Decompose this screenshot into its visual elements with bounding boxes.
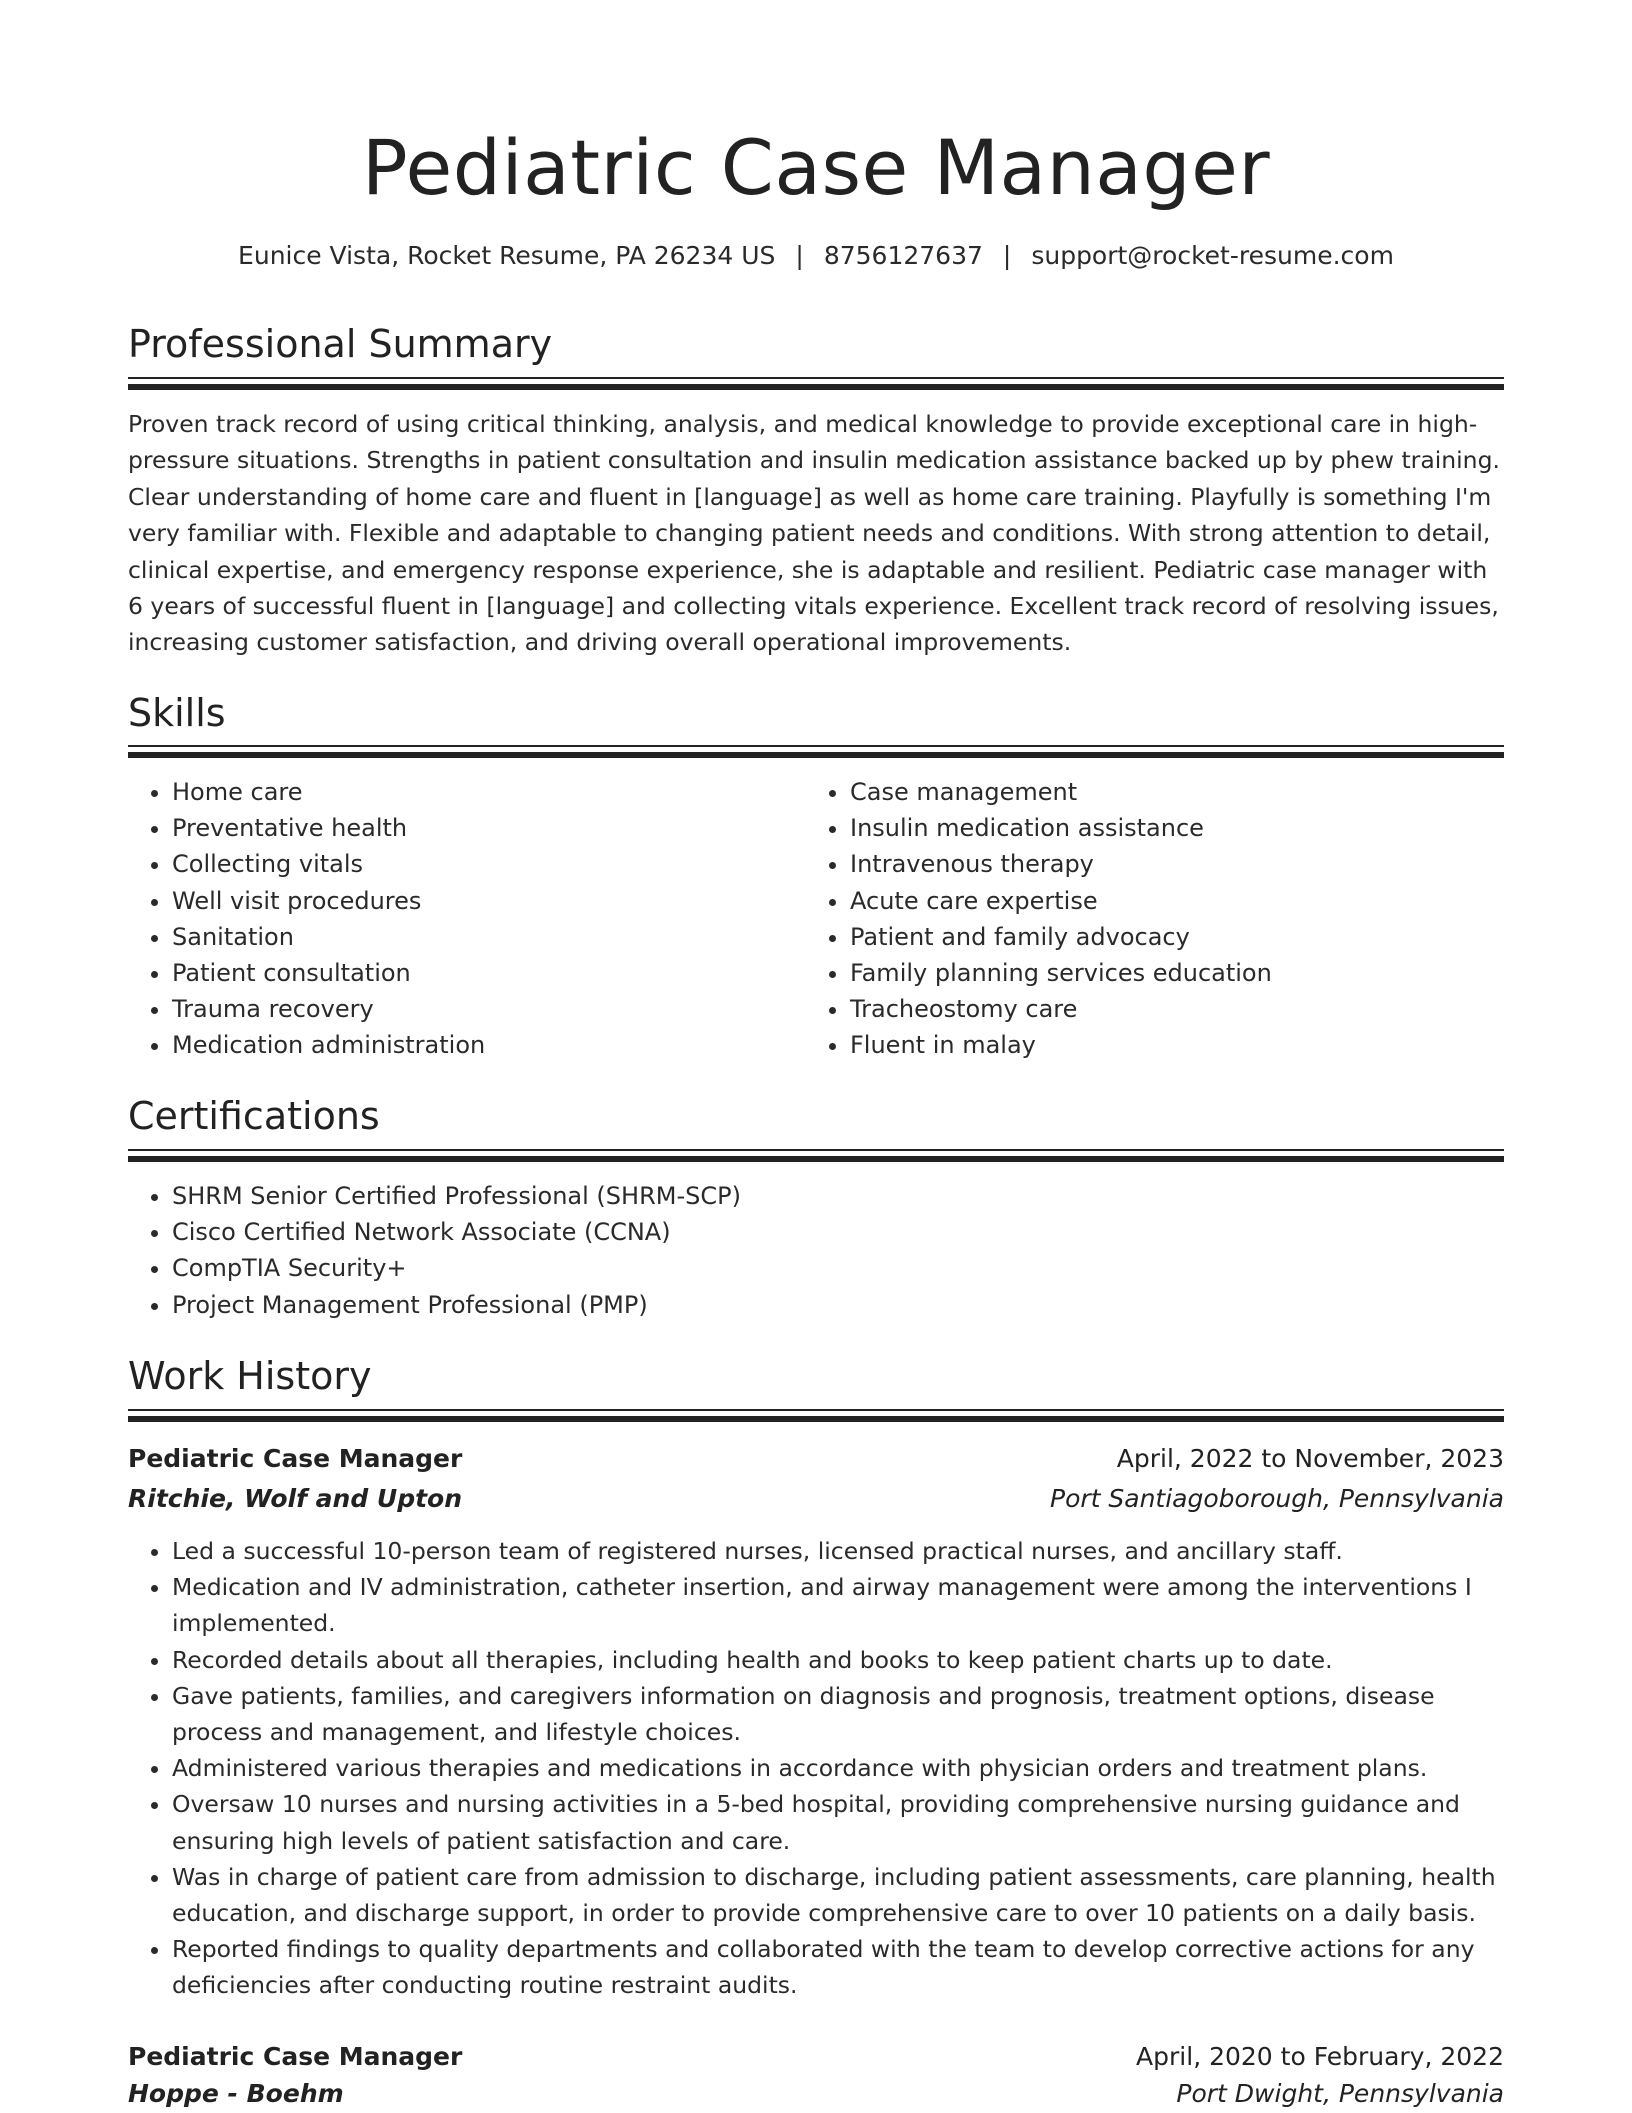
- list-item: • Gave patients, families, and caregivers information on diagnosis and prognosis, treatment options, disease process and management, and lifestyle choices.: [172, 1678, 1504, 1750]
- list-item: • Patient consultation: [172, 955, 802, 991]
- list-item: • Intravenous therapy: [850, 846, 1500, 882]
- list-item: • Project Management Professional (PMP): [172, 1287, 1504, 1323]
- section-divider: [128, 745, 1504, 759]
- contact-line: [128, 238, 1504, 274]
- job-title: Pediatric Case Manager: [128, 1444, 463, 1473]
- list-item: • Family planning services education: [850, 955, 1500, 991]
- section-heading-summary: Professional Summary: [128, 322, 553, 366]
- list-item: • Collecting vitals: [172, 846, 802, 882]
- list-item: • Case management: [850, 774, 1500, 810]
- list-item: • Patient and family advocacy: [850, 919, 1500, 955]
- list-item: • Reported findings to quality departments and collaborated with the team to develop corrective actions for any deficiencies after conducting routine restraint audits.: [172, 1931, 1504, 2003]
- job-dates: April, 2022 to November, 2023: [1116, 1444, 1504, 1473]
- list-item: • Preventative health: [172, 810, 802, 846]
- list-item: • Well visit procedures: [172, 883, 802, 919]
- job-company: Ritchie, Wolf and Upton: [128, 1484, 463, 1513]
- job-location: Port Dwight, Pennsylvania: [1176, 2079, 1504, 2108]
- list-item: • Medication and IV administration, catheter insertion, and airway management were among the interventions I implemented.: [172, 1569, 1504, 1641]
- list-item: • Acute care expertise: [850, 883, 1500, 919]
- list-item: • CompTIA Security+: [172, 1250, 1504, 1286]
- resume-title: Pediatric Case Manager: [361, 123, 1271, 212]
- list-item: • Was in charge of patient care from admission to discharge, including patient assessments, care planning, health education, and discharge support, in order to provide comprehensive care to over 10 patients on a daily basis.: [172, 1859, 1504, 1931]
- skills-list-right: [806, 774, 1500, 1064]
- job-duties-list: [128, 1533, 1504, 2004]
- list-item: • Medication administration: [172, 1027, 802, 1063]
- list-item: • Oversaw 10 nurses and nursing activities in a 5-bed hospital, providing comprehensive nursing guidance and ensuring high levels of patient satisfaction and care.: [172, 1786, 1504, 1858]
- list-item: • Insulin medication assistance: [850, 810, 1500, 846]
- contact-address: Eunice Vista, Rocket Resume, PA 26234 US: [238, 241, 776, 270]
- list-item: • Trauma recovery: [172, 991, 802, 1027]
- list-item: • Administered various therapies and medications in accordance with physician orders and treatment plans.: [172, 1750, 1504, 1786]
- list-item: • SHRM Senior Certified Professional (SHRM-SCP): [172, 1178, 1504, 1214]
- section-heading-work-history: Work History: [128, 1354, 372, 1398]
- list-item: • Sanitation: [172, 919, 802, 955]
- section-divider: [128, 377, 1504, 391]
- list-item: • Tracheostomy care: [850, 991, 1500, 1027]
- list-item: • Fluent in malay: [850, 1027, 1500, 1063]
- contact-separator: |: [795, 241, 804, 270]
- job-title: Pediatric Case Manager: [128, 2042, 463, 2071]
- section-heading-certifications: Certifications: [128, 1094, 380, 1138]
- job-company: Hoppe - Boehm: [128, 2079, 344, 2108]
- certifications-list: [128, 1178, 1504, 1323]
- list-item: • Cisco Certified Network Associate (CCNA): [172, 1214, 1504, 1250]
- contact-phone: 8756127637: [823, 241, 983, 270]
- summary-text: Proven track record of using critical thinking, analysis, and medical knowledge to provide exceptional care in high-pressure situations. Strengths in patient consultation and insulin medication assistance backed up by phew training. Clear understanding of home care and fluent in [language] as well as home care training. Playfully is something I'm very familiar with. Flexible and adaptable to changing patient needs and conditions. With strong attention to detail, clinical expertise, and emergency response experience, she is adaptable and resilient. Pediatric case manager with 6 years of successful fluent in [language] and collecting vitals experience. Excellent track record of resolving issues, increasing customer satisfaction, and driving overall operational improvements.: [128, 410, 1500, 657]
- contact-separator: |: [1002, 241, 1012, 270]
- job-dates: April, 2020 to February, 2022: [1136, 2042, 1504, 2071]
- section-divider: [128, 1149, 1504, 1163]
- section-heading-skills: Skills: [128, 691, 226, 735]
- list-item: • Home care: [172, 774, 802, 810]
- section-divider: [128, 1409, 1504, 1423]
- list-item: • Recorded details about all therapies, including health and books to keep patient charts up to date.: [172, 1642, 1504, 1678]
- list-item: • Led a successful 10-person team of registered nurses, licensed practical nurses, and ancillary staff.: [172, 1533, 1504, 1569]
- skills-list-left: [128, 774, 802, 1064]
- contact-email[interactable]: support@rocket-resume.com: [1031, 241, 1394, 270]
- job-location: Port Santiagoborough, Pennsylvania: [1050, 1484, 1504, 1513]
